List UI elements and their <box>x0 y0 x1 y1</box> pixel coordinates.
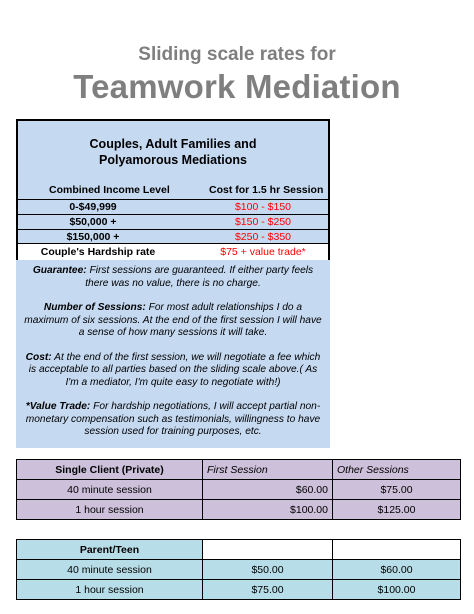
cost-column-header: Cost for 1.5 hr Session <box>209 184 324 196</box>
value-trade-label: *Value Trade: <box>25 401 91 412</box>
session-cost: $150 - $250 <box>234 216 292 228</box>
value-trade-text: For hardship negotiations, I will accept partial non-monetary compensation such as testimonials, willingness to have session used for training purposes, etc. <box>25 401 321 437</box>
income-row <box>18 199 328 214</box>
table-row <box>17 580 461 600</box>
table-row <box>17 500 461 520</box>
other-session-price: $125.00 <box>333 500 461 520</box>
session-cost: $250 - $350 <box>234 231 292 243</box>
first-session-header: First Session <box>203 460 333 480</box>
guarantee-label: Guarantee: <box>32 265 87 276</box>
hardship-label: Couple's Hardship rate <box>40 246 156 258</box>
cost-label: Cost: <box>25 351 52 363</box>
other-session-price: $100.00 <box>333 580 461 600</box>
table-row <box>17 480 461 500</box>
income-level: $50,000 + <box>69 216 117 228</box>
guarantee-note <box>22 265 324 290</box>
page-subtitle: Sliding scale rates for <box>138 44 336 65</box>
empty-cell <box>203 540 333 560</box>
couples-heading-line1: Couples, Adult Families and <box>89 137 257 151</box>
couples-rates-box <box>16 119 330 260</box>
sessions-note <box>22 302 324 340</box>
terms-notes <box>16 260 330 448</box>
couples-heading-line2: Polyamorous Mediations <box>99 153 247 167</box>
session-length: 40 minute session <box>17 480 203 500</box>
income-row <box>18 214 328 229</box>
single-client-title: Single Client (Private) <box>17 460 203 480</box>
other-sessions-header: Other Sessions <box>333 460 461 480</box>
income-level: 0-$49,999 <box>69 201 117 213</box>
income-row <box>18 229 328 244</box>
sessions-label: Number of Sessions: <box>43 302 146 313</box>
table-header-row <box>17 540 461 560</box>
cost-text: At the end of the first session, we will negotiate a fee which is acceptable to all parties based on the sliding scale above.( As I'm a mediator, I'm quite easy to negotiate with!) <box>28 351 321 388</box>
other-session-price: $75.00 <box>333 480 461 500</box>
guarantee-text: First sessions are guaranteed. If either party feels there was no value, there is no charge. <box>85 265 314 289</box>
first-session-price: $50.00 <box>203 560 333 580</box>
session-length: 40 minute session <box>17 560 203 580</box>
session-cost: $100 - $150 <box>234 201 292 213</box>
first-session-price: $100.00 <box>203 500 333 520</box>
income-level: $150,000 + <box>66 231 120 243</box>
table-row <box>17 560 461 580</box>
hardship-row <box>18 243 328 260</box>
page-title: Teamwork Mediation <box>73 68 401 105</box>
parent-teen-table <box>16 539 461 600</box>
value-trade-note <box>22 401 324 439</box>
table-header-row <box>17 460 461 480</box>
session-length: 1 hour session <box>17 500 203 520</box>
first-session-price: $60.00 <box>203 480 333 500</box>
income-column-header: Combined Income Level <box>49 184 170 196</box>
hardship-cost: $75 + value trade* <box>220 246 306 258</box>
sessions-text: For most adult relationships I do a maximum of six sessions. At the end of the first session I will have a sense of how many sessions it will take. <box>24 302 322 338</box>
single-client-table <box>16 459 461 520</box>
cost-note <box>22 352 324 390</box>
parent-teen-title: Parent/Teen <box>17 540 203 560</box>
session-length: 1 hour session <box>17 580 203 600</box>
couples-heading <box>18 136 328 168</box>
first-session-price: $75.00 <box>203 580 333 600</box>
empty-cell <box>333 540 461 560</box>
other-session-price: $60.00 <box>333 560 461 580</box>
